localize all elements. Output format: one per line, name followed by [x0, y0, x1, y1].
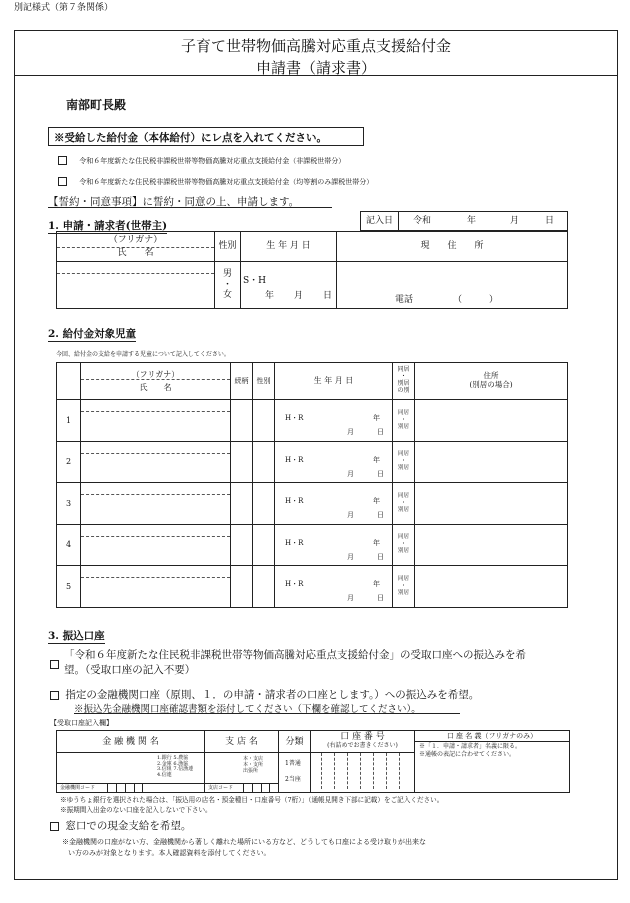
- title-box: [14, 30, 618, 76]
- digit-divider: [373, 753, 374, 789]
- male-label: 男: [222, 268, 232, 279]
- child-name-cell[interactable]: [81, 566, 231, 608]
- addressee: 南部町長殿: [66, 98, 127, 112]
- name-header: [57, 232, 215, 262]
- child-gender-cell[interactable]: [253, 566, 275, 608]
- branch-header: 支 店 名: [205, 731, 279, 753]
- child-name-cell[interactable]: [81, 400, 231, 442]
- birth-month: 月: [347, 511, 354, 519]
- era-label: H・R: [285, 497, 304, 505]
- section-1-heading: 1. 申請・請求者(世帯主): [48, 220, 168, 232]
- holder-header: 口 座 名 義（フリガナのみ）: [415, 731, 569, 742]
- date-label: 記入日: [361, 212, 399, 230]
- section-3-heading: 3. 振込口座: [48, 630, 105, 642]
- furigana-line: [81, 400, 230, 412]
- branch-code-label: 支店コード: [208, 785, 234, 791]
- cohabit-label: 同居: [397, 534, 409, 541]
- row-no-header: [57, 363, 81, 400]
- birth-header: 生 年 月 日: [241, 232, 337, 262]
- cohabit-separator: ・: [400, 499, 407, 506]
- option-label: 令和６年度新たな住民税非課税世帯等物価高騰対応重点支援給付金（非課税世帯分）: [79, 156, 346, 165]
- account-number-cell[interactable]: [311, 753, 415, 793]
- account-number-header: [311, 731, 415, 753]
- era-label: H・R: [285, 538, 304, 547]
- furigana-line: [81, 566, 230, 578]
- birth-month: 月: [347, 552, 354, 561]
- option-label: 令和６年度新たな住民税非課税世帯等物価高騰対応重点支援給付金（均等割のみ課税世帯分）: [79, 177, 374, 186]
- child-address-cell[interactable]: [415, 400, 568, 442]
- bank-option-1-line1: 「令和６年度新たな住民税非課税世帯等物価高騰対応重点支援給付金」の受取口座への振込みを希: [64, 649, 526, 661]
- checkbox[interactable]: [50, 691, 59, 700]
- no-entry-note: ※振期間入出金のない口座を記入しないで下さい。: [60, 806, 212, 814]
- applicant-table: [56, 231, 568, 309]
- furigana-line: [81, 442, 230, 454]
- child-row: [57, 441, 568, 483]
- bank-option-2-note: ※振込先金融機関口座確認書類を添付してください（下欄を確認してください）。: [74, 704, 421, 715]
- applicant-birth-cell[interactable]: [241, 262, 337, 309]
- bank-option-1-line2: 望。（受取口座の記入不要）: [64, 663, 196, 676]
- date-day: 日: [545, 215, 555, 226]
- bank-types-3: 3.信組 7.信漁連: [157, 766, 194, 772]
- child-cohabit-cell[interactable]: [393, 483, 415, 525]
- digit-divider: [386, 753, 387, 789]
- child-row: [57, 400, 568, 442]
- child-cohabit-cell[interactable]: [393, 441, 415, 483]
- child-address-header: [415, 363, 568, 400]
- child-relation-cell[interactable]: [231, 524, 253, 566]
- separate-label: 別居: [397, 423, 409, 430]
- branch-types-3: 出張所: [243, 767, 259, 774]
- date-year: 年: [467, 215, 477, 226]
- birth-day: 日: [377, 594, 384, 602]
- gender-separator: ・: [222, 279, 232, 290]
- branch-code-row[interactable]: [205, 783, 279, 793]
- benefit-option-1[interactable]: [58, 156, 345, 165]
- birth-day: 日: [377, 552, 384, 561]
- account-number-title: 口 座 番 号: [340, 732, 385, 742]
- child-birth-cell[interactable]: [275, 441, 393, 483]
- child-relation-cell[interactable]: [231, 400, 253, 442]
- birth-year: 年: [373, 414, 380, 422]
- birth-month: 月: [347, 428, 354, 436]
- cohabit-separator: ・: [400, 541, 407, 548]
- code-digit[interactable]: [107, 784, 116, 793]
- phone-label: 電話: [395, 295, 414, 306]
- bank-option-2-label: 指定の金融機関口座（原則、１．の申請・請求者の口座とします。）への振込みを希望。: [65, 689, 480, 701]
- row-number: 4: [57, 524, 81, 566]
- cohabit-h2: ・: [400, 373, 407, 381]
- type-ordinary: 1普通: [285, 760, 301, 767]
- instruction-text: ※受給した給付金（本体給付）にレ点を入れてください。: [54, 132, 327, 144]
- era-label: S・H: [243, 276, 267, 286]
- birth-day: 日: [377, 511, 384, 519]
- birth-day: 日: [377, 469, 384, 478]
- child-birth-cell[interactable]: [275, 483, 393, 525]
- checkbox[interactable]: [50, 660, 59, 669]
- gender-header: 性別: [215, 232, 241, 262]
- birth-month: 月: [294, 290, 304, 301]
- separate-label: 別居: [397, 465, 409, 472]
- bank-name-header: 金 融 機 関 名: [57, 731, 205, 753]
- furigana-line: [81, 525, 230, 537]
- birth-year: 年: [265, 290, 275, 301]
- pledge-underline: [48, 207, 332, 208]
- cohabit-h4: の別: [397, 386, 410, 394]
- holder-cell[interactable]: [415, 761, 569, 793]
- child-birth-cell[interactable]: [275, 524, 393, 566]
- child-address-cell[interactable]: [415, 566, 568, 608]
- account-number-sub: (右詰めでお書きください): [327, 741, 398, 749]
- separate-label: 別居: [397, 589, 409, 596]
- furigana-line: [81, 483, 230, 495]
- date-era: 令和: [413, 215, 432, 226]
- pledge-text: 【誓約・同意事項】に誓約・同意の上、申請します。: [48, 196, 300, 208]
- cohabit-header: [393, 363, 415, 400]
- cohabit-separator: ・: [400, 458, 407, 465]
- branch-type-list: [243, 757, 263, 774]
- digit-divider: [321, 753, 322, 789]
- children-table: [56, 362, 568, 608]
- code-digit[interactable]: [252, 784, 261, 793]
- child-cohabit-cell[interactable]: [393, 400, 415, 442]
- type-header: 分類: [279, 731, 311, 753]
- birth-day: 日: [377, 428, 384, 436]
- applicant-gender-cell[interactable]: [215, 262, 241, 309]
- child-name-cell[interactable]: [81, 483, 231, 525]
- code-digit[interactable]: [134, 784, 143, 793]
- cash-note-2: い方のみが対象となります。本人確認資料を添付してください。: [68, 849, 271, 857]
- cohabit-h3: 別居: [397, 380, 410, 387]
- account-table: [56, 730, 570, 793]
- code-digit[interactable]: [261, 784, 270, 793]
- child-rows: [57, 400, 568, 608]
- child-relation-cell[interactable]: [231, 441, 253, 483]
- separate-label: 別居: [397, 548, 409, 555]
- note-underline: [74, 713, 460, 714]
- separate-label: 別居: [397, 506, 409, 513]
- address-header: 現 住 所: [337, 232, 568, 262]
- birth-header: 生 年 月 日: [275, 363, 393, 400]
- relation-header: 続柄: [231, 363, 253, 400]
- digit-divider: [399, 753, 400, 789]
- cohabit-label: 同居: [397, 409, 409, 416]
- bank-name-cell[interactable]: [57, 753, 205, 793]
- row-number: 5: [57, 566, 81, 608]
- name-label: 氏 名: [139, 383, 172, 392]
- gender-header: 性別: [253, 363, 275, 400]
- benefit-option-2[interactable]: [58, 177, 373, 186]
- form-subtitle: 申請書（請求書）: [255, 59, 376, 77]
- name-label: 氏 名: [117, 247, 154, 258]
- bank-type-list: [157, 756, 193, 778]
- checkbox[interactable]: [58, 156, 67, 165]
- phone-area-code: （ ）: [453, 295, 499, 306]
- female-label: 女: [222, 290, 232, 301]
- bank-option-2[interactable]: [50, 687, 479, 702]
- era-label: H・R: [285, 414, 304, 422]
- child-row: [57, 524, 568, 566]
- bank-types-2: 2.金庫 6.漁協: [157, 760, 189, 767]
- cohabit-label: 同居: [397, 451, 409, 458]
- child-relation-cell[interactable]: [231, 566, 253, 608]
- child-row: [57, 566, 568, 608]
- applicant-name-cell[interactable]: [57, 262, 215, 309]
- bank-types-1: 1.銀行 5.農協: [157, 755, 189, 761]
- code-digit[interactable]: [243, 784, 252, 793]
- checkbox[interactable]: [50, 822, 59, 831]
- birth-month: 月: [347, 469, 354, 478]
- child-gender-cell[interactable]: [253, 483, 275, 525]
- date-box: [360, 211, 568, 231]
- furigana-label: （フリガナ）: [57, 235, 214, 248]
- furigana-label: （フリガナ）: [81, 370, 230, 380]
- child-cohabit-cell[interactable]: [393, 524, 415, 566]
- birth-day: 日: [323, 290, 333, 301]
- instruction-box: [48, 127, 364, 146]
- holder-note-2: ※通帳の表記に合わせてください。: [419, 751, 516, 758]
- birth-year: 年: [373, 497, 380, 505]
- branch-types-2: 本・支所: [243, 761, 264, 768]
- holder-note-1: ※「１．申請・請求者」名義に限る。: [419, 743, 522, 750]
- cohabit-label: 同居: [397, 575, 409, 582]
- digit-divider: [334, 753, 335, 789]
- child-gender-cell[interactable]: [253, 441, 275, 483]
- date-month: 月: [510, 215, 520, 226]
- child-address-cell[interactable]: [415, 441, 568, 483]
- child-row: [57, 483, 568, 525]
- cohabit-h1: 同居: [397, 366, 410, 374]
- branch-types-1: 本・支店: [243, 756, 264, 762]
- child-address-cell[interactable]: [415, 524, 568, 566]
- type-current: 2当座: [285, 776, 301, 783]
- bank-option-3[interactable]: [50, 818, 191, 833]
- birth-year: 年: [373, 580, 380, 588]
- child-gender-cell[interactable]: [253, 524, 275, 566]
- child-birth-cell[interactable]: [275, 400, 393, 442]
- cohabit-separator: ・: [400, 416, 407, 423]
- checkbox[interactable]: [58, 177, 67, 186]
- bank-option-3-label: 窓口での現金支給を希望。: [65, 820, 192, 832]
- yucho-note: ※ゆうちょ銀行を選択された場合は、「振込用の店名・預金種目・口座番号（7桁）」（通帳見開き下部に記載）をご記入ください。: [60, 796, 444, 804]
- digit-divider: [360, 753, 361, 789]
- account-form-label: 【受取口座記入欄】: [50, 719, 113, 727]
- child-name-cell[interactable]: [81, 524, 231, 566]
- row-number: 2: [57, 441, 81, 483]
- bank-types-4: 4.信連: [157, 771, 172, 778]
- child-gender-cell[interactable]: [253, 400, 275, 442]
- birth-year: 年: [373, 455, 380, 464]
- row-number: 3: [57, 483, 81, 525]
- birth-month: 月: [347, 594, 354, 602]
- address-h1: 住所: [483, 371, 499, 381]
- child-address-cell[interactable]: [415, 483, 568, 525]
- child-name-header: [81, 363, 231, 400]
- cohabit-label: 同居: [397, 492, 409, 499]
- code-digit[interactable]: [125, 784, 134, 793]
- applicant-address-cell[interactable]: [337, 262, 568, 309]
- bank-code-label: 金融機関コード: [60, 785, 96, 791]
- address-h2: (別居の場合): [469, 380, 513, 389]
- branch-cell[interactable]: [205, 753, 279, 793]
- cohabit-separator: ・: [400, 582, 407, 589]
- bank-code-row[interactable]: [57, 783, 205, 793]
- children-note: 今回、給付金の支給を申請する児童について記入してください。: [56, 351, 230, 358]
- form-title: 子育て世帯物価高騰対応重点支援給付金: [180, 37, 451, 55]
- child-relation-cell[interactable]: [231, 483, 253, 525]
- form-number: 別記様式（第７条関係）: [14, 3, 114, 13]
- section-2-heading: 2. 給付金対象児童: [48, 328, 137, 340]
- row-number: 1: [57, 400, 81, 442]
- furigana-line: [57, 262, 214, 274]
- digit-divider: [347, 753, 348, 789]
- era-label: H・R: [285, 580, 304, 588]
- child-cohabit-cell[interactable]: [393, 566, 415, 608]
- child-birth-cell[interactable]: [275, 566, 393, 608]
- era-label: H・R: [285, 455, 304, 464]
- account-type-cell[interactable]: [279, 753, 311, 793]
- cash-note-1: ※金融機関の口座がない方、金融機関から著しく離れた場所にいる方など、どうしても口座による受け取りが出来な: [62, 838, 426, 846]
- child-name-cell[interactable]: [81, 441, 231, 483]
- bank-option-1[interactable]: [50, 648, 526, 677]
- code-digit[interactable]: [116, 784, 125, 793]
- birth-year: 年: [373, 538, 380, 547]
